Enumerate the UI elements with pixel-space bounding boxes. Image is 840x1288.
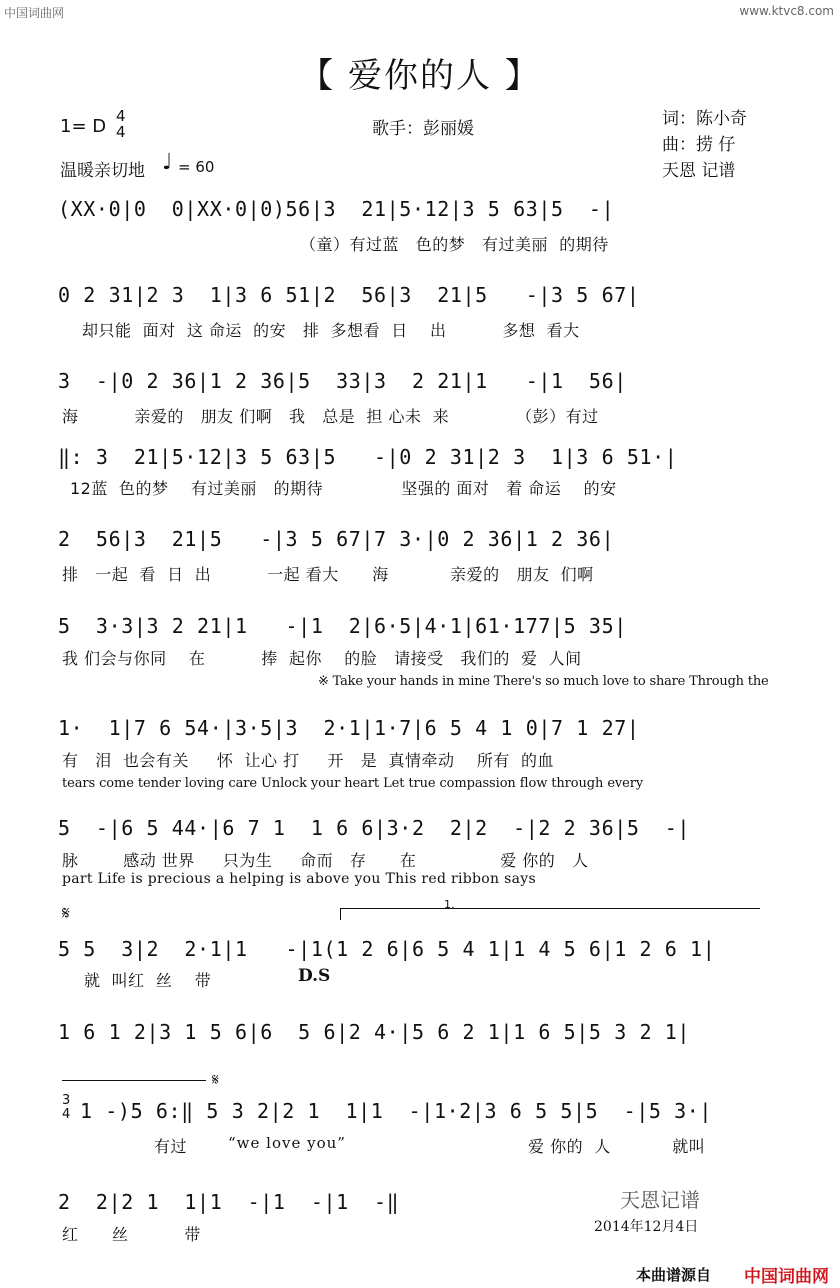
english-line-1: ※ Take your hands in mine There's so much love to share Through the [318,674,769,689]
we-love-you: “we love you” [228,1134,346,1152]
lyric-line-8: 脉 感动 世界 只为生 命而 存 在 爱 你的 人 [62,851,589,870]
footer-source: 本曲谱源自 [636,1266,712,1284]
notation-credit: 天恩 记谱 [662,161,736,181]
time-signature-bottom: 4 [116,123,126,141]
time-signature [116,108,126,140]
music-line-4: ‖: 3 21|5·12|3 5 63|5 -|0 2 31|2 3 1|3 6 51·| [58,445,678,469]
segno-icon: 𝄋 [62,903,70,924]
signature-date: 2014年12月4日 [594,1219,699,1235]
music-line-10: 1 6 1 2|3 1 5 6|6 5 6|2 4·|5 6 2 1|1 6 5|5 3 2 1| [58,1020,691,1044]
music-line-7: 1· 1|7 6 54·|3·5|3 2·1|1·7|6 5 4 1 0|7 1 27| [58,716,640,740]
time-signature-top: 4 [116,107,126,125]
music-line-5: 2 56|3 21|5 -|3 5 67|7 3·|0 2 36|1 2 36| [58,527,615,551]
lyric-line-2: 却只能 面对 这 命运 的安 排 多想看 日 出 多想 看大 [82,321,580,340]
music-line-12: 2 2|2 1 1|1 -|1 -|1 -‖ [58,1190,400,1214]
time-change [62,1094,70,1122]
music-line-1: (XX·0|0 0|XX·0|0)56|3 21|5·12|3 5 63|5 -| [58,197,615,221]
volta-number: 1. [444,898,455,911]
english-line-3: part Life is precious a helping is above you This red ribbon says [62,871,536,887]
lyric-line-9: 就 叫红 丝 带 [84,971,212,990]
watermark-left: 中国词曲网 [4,6,65,20]
volta-bracket [340,908,760,909]
english-line-2: tears come tender loving care Unlock your heart Let true compassion flow through every [62,776,644,791]
second-ending-bracket [62,1080,206,1081]
composer: 曲：捞 仔 [662,135,736,155]
time-change-top: 3 [62,1093,71,1108]
watermark-right: www.ktvc8.com [739,4,834,18]
time-change-bottom: 4 [62,1107,71,1122]
lyric-line-12: 红 丝 带 [62,1225,201,1244]
ending-phrase: 爱 你的 人 就叫 [528,1137,706,1156]
ds-mark: D.S [298,966,331,986]
singer: 歌手：彭丽媛 [372,119,474,139]
music-line-9: 5 5 3|2 2·1|1 -|1(1 2 6|6 5 4 1|1 4 5 6|1 2 6 1| [58,937,716,961]
music-line-6: 5 3·3|3 2 21|1 -|1 2|6·5|4·1|61·177|5 35| [58,614,627,638]
lyric-line-4: 12蓝 色的梦 有过美丽 的期待 坚强的 面对 着 命运 的安 [70,479,617,498]
lyric-line-11: 有过 [154,1137,188,1156]
lyricist: 词：陈小奇 [662,109,747,129]
page-title: 【 爱你的人 】 [299,56,541,96]
segno-icon-2: 𝄋 [212,1070,219,1089]
tempo-text: 温暖亲切地 [60,161,145,181]
music-line-8: 5 -|6 5 44·|6 7 1 1 6 6|3·2 2|2 -|2 2 36|5 -| [58,816,691,840]
footer-brand[interactable]: 中国词曲网 [744,1267,829,1287]
key-signature: 1= D [60,116,107,137]
lyric-line-7: 有 泪 也会有关 怀 让心 打 开 是 真情牵动 所有 的血 [62,751,554,770]
music-line-2: 0 2 31|2 3 1|3 6 51|2 56|3 21|5 -|3 5 67| [58,283,640,307]
tempo-value: = 60 [178,158,215,176]
lyric-line-1: （童）有过蓝 色的梦 有过美丽 的期待 [300,235,609,254]
lyric-line-5: 排 一起 看 日 出 一起 看大 海 亲爱的 朋友 们啊 [62,565,594,584]
quarter-note-icon: ♩ [162,150,173,175]
music-line-11: 1 -)5 6:‖ 5 3 2|2 1 1|1 -|1·2|3 6 5 5|5 -|5 3·| [80,1099,713,1123]
lyric-line-6: 我 们会与你同 在 捧 起你 的脸 请接受 我们的 爱 人间 [62,649,582,668]
signature-name: 天恩记谱 [620,1188,700,1212]
music-line-3: 3 -|0 2 36|1 2 36|5 33|3 2 21|1 -|1 56| [58,369,627,393]
lyric-line-3: 海 亲爱的 朋友 们啊 我 总是 担 心未 来 （彭）有过 [62,407,599,426]
volta-bracket-left [340,908,341,920]
